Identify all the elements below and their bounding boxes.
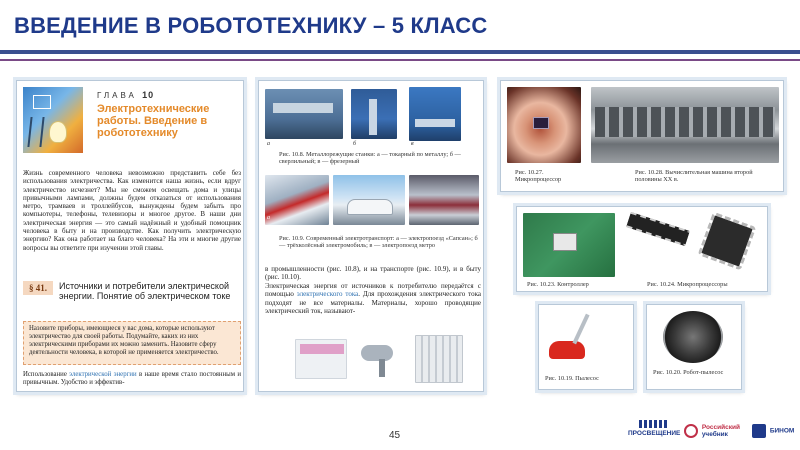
chapter-intro-text: Жизнь современного человека невозможно представить себе без использования электричества. Как изменится наша жизнь, если вдруг электричество исчезнет? Мы не сможем освещать дома и улицы привычными лампами, должны будем отказаться от использования метро, трамваев и троллейбусов, вынуждены будем забыть про компьютеры, телефоны, телевизоры и многое другое. В наши дни электрическая энергия — это самый надёжный и удобный помощник человека в быту и на производстве. Как получить электрическую энергию? Как она работает на благо человека? На эти и многие другие вопросы вы ответите при изучении этой главы. (23, 169, 241, 252)
milling-machine-photo (409, 87, 461, 141)
page-body-text (265, 265, 481, 315)
caption-robot: Рис. 10.20. Робот-пылесос (653, 369, 724, 376)
russian-textbook-mark-icon (684, 424, 698, 438)
caption-microprocessor: Рис. 10.27. Микропроцессор (515, 169, 562, 184)
figure-card-vacuum (538, 304, 634, 390)
title-divider (0, 50, 800, 54)
metro-train-photo (409, 175, 479, 225)
paragraph-2 (265, 282, 481, 316)
power-tower-icon (27, 117, 44, 147)
electric-car-photo (333, 175, 405, 225)
russian-textbook-logo (684, 424, 740, 438)
microprocessor-photo (507, 87, 581, 163)
binom-text: БИНОМ (769, 427, 795, 435)
prosveshchenie-mark-icon (639, 420, 669, 428)
chapter-label (97, 90, 154, 100)
chapter-number: 10 (142, 90, 155, 100)
hair-dryer-photo (359, 339, 405, 379)
figure-card-controllers (516, 206, 768, 292)
slide-title: ВВЕДЕНИЕ В РОБОТОТЕХНИКУ – 5 КЛАСС (14, 13, 488, 38)
caption-computer: Рис. 10.28. Вычислительная машина второй половины XX в. (635, 169, 753, 184)
chapter-word: ГЛАВА (97, 91, 137, 100)
textbook-page-figures (258, 80, 484, 392)
prosveshchenie-logo (628, 420, 680, 437)
controller-board-photo (523, 213, 615, 277)
section-number: § 41. (23, 281, 53, 295)
drill-press-photo (351, 89, 397, 139)
vacuum-cleaner-photo (549, 313, 605, 361)
caption-controller: Рис. 10.23. Контроллер (527, 281, 589, 288)
mainframe-computer-photo (591, 87, 779, 163)
sapsan-train-photo (265, 175, 329, 225)
sewing-machine-photo (295, 339, 347, 379)
binom-mark-icon (752, 424, 766, 438)
circuit-icon (33, 95, 51, 109)
section-text-end: в наше время стало постоянным и привычным. Удобство и эффектив- (23, 371, 241, 386)
section-text-start: Использование (23, 371, 70, 378)
fig-tag-a: а (267, 141, 270, 147)
page-number: 45 (389, 430, 401, 441)
figure-card-robot-vacuum (646, 304, 742, 390)
paragraph-2-end: . Для прохождения электрического тока подходят не все материалы. Материалы, хорошо проводящие электрический ток, называют- (265, 290, 481, 316)
figure-card-computing (500, 80, 784, 192)
fig-tag-v: в (411, 141, 414, 147)
russian-textbook-line2: учебник (701, 431, 728, 438)
caption-machines: Рис. 10.8. Металлорежущие станки: а — токарный по металлу; б — сверлильный; в — фрезерный (279, 151, 461, 166)
title-divider-secondary (0, 59, 800, 61)
paragraph-1: в промышленности (рис. 10.8), и на транспорте (рис. 10.9), и в быту (рис. 10.10). (265, 265, 481, 282)
caption-microprocessors: Рис. 10.24. Микропроцессоры (647, 281, 728, 288)
robot-vacuum-photo (663, 311, 723, 363)
oil-heater-photo (415, 335, 463, 383)
binom-logo (752, 424, 794, 438)
prosveshchenie-text: ПРОСВЕЩЕНИЕ (628, 430, 681, 437)
russian-textbook-line1: Российский (701, 424, 740, 431)
light-bulb-icon (49, 121, 67, 143)
lathe-photo (265, 89, 343, 139)
qfp-chip-photo (701, 215, 752, 266)
chapter-illustration (23, 87, 83, 153)
dip-chip-photo (626, 212, 690, 246)
term-link-electric-current[interactable]: электрического тока (296, 290, 359, 299)
chapter-title: Электротехнические работы. Введение в робототехнику (97, 103, 210, 139)
paragraph-2-start: Электрическая энергия от источников к потребителю передаётся с помощью (265, 281, 481, 299)
section-heading (23, 281, 241, 311)
caption-vacuum: Рис. 10.19. Пылесос (545, 375, 599, 382)
caption-transport: Рис. 10.9. Современный электротранспорт: а — электропоезд «Сапсан»; б — трёхколёсный электромобиль; в — электропоезд метро (279, 235, 478, 250)
fig-tag-b: б (353, 141, 357, 147)
section-title: Источники и потребители электрической энергии. Понятие об электрическом токе (59, 281, 231, 301)
task-box: Назовите приборы, имеющиеся у вас дома, которые используют электричество для своей работы. Подумайте, каких из них электрическими приборами их можно заменить. Назовите сферу деятельности человека, в которой не применяется электричество. (23, 321, 241, 365)
fig-tag-a2: а (267, 215, 270, 221)
section-text (23, 371, 241, 387)
term-link-electric-energy[interactable]: электрической энергии (69, 371, 137, 378)
textbook-page-chapter-10 (16, 80, 244, 392)
